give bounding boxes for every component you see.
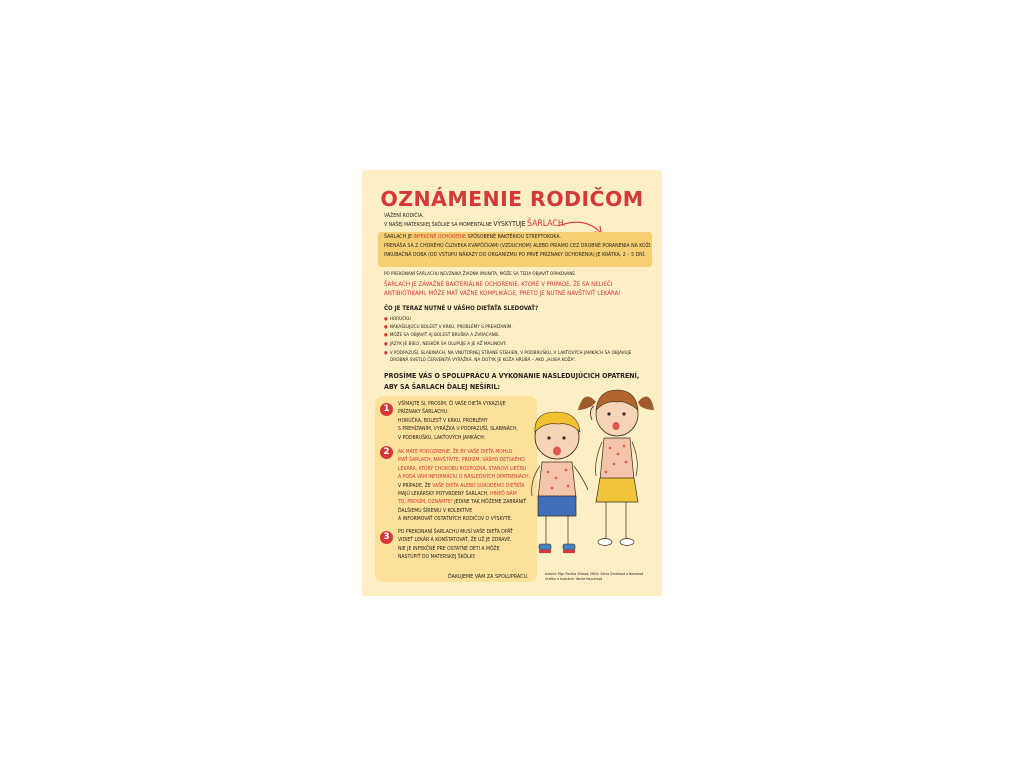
notice-poster xyxy=(362,170,662,596)
info-text: ŠARLACH JE xyxy=(384,234,412,240)
intro-disease: ŠARLACH. xyxy=(527,219,566,229)
credits-authors: Autorki: Mgr. Pavlína Vildová, MUDr. Šárka Šimaňová a Nesetová xyxy=(545,572,644,576)
step-2-text: AK MÁTE PODOZRENIE, ŽE BY VAŠE DIEŤA MOHLO MAŤ ŠARLACH, NAVŠTÍVTE, PROSÍM, VÁŠHO DETSKÉHO LEKÁRA, KTORÝ CHOROBU ROZPOZNÁ, STANOVÍ LIEČBU A PODÁ VÁM INFORMÁCIU O NÁSLEDNÝCH OPATRENIACH. V PRÍPADE, ŽE VAŠE DIEŤA ALEBO SÚRODENCI DIEŤAŤA MAJÚ LEKÁRSKY POTVRDENÝ ŠARLACH, IHNEĎ NÁM TO, PROSÍM, OZNÁMTE! JEDINE TAK MÔŽEME ZABRÁNIŤ ĎALŠIEMU ŠÍRENIU V KOLEKTÍVE A INFORMOVAŤ OSTATNÝCH RODIČOV O VÝSKYTE. xyxy=(398,449,530,523)
info-cause: SPÔSOBENÉ BAKTÉRIOU STREPTOKOKA. xyxy=(467,234,561,240)
warning-line-1: ŠARLACH JE ZÁVAŽNÉ BAKTERIÁLNE OCHORENIE, KTORÉ V PRÍPADE, ŽE SA NELIEČI xyxy=(384,281,613,288)
girl-figure xyxy=(578,390,654,546)
symptom-item: ● HORÚČKU xyxy=(384,317,411,322)
boy-figure xyxy=(532,412,588,553)
symptom-item: ● V PODPAZUŠÍ, SLABINÁCH, NA VNÚTORNEJ STRANE STEHIEN, V PODBRUŠKU, V LAKŤOVÝCH JAMKÁCH SA OBJAVUJE xyxy=(384,351,632,356)
intro-occurs: VYSKYTUJE xyxy=(493,220,526,228)
step-number-2: 2 xyxy=(380,446,393,459)
symptom-item-continued: DROBNÁ SVETLO ČERVENITÁ VYRÁŽKA. NA DOTYK JE KOŽA HRUBÁ – AKO „HUSIA KOŽA“. xyxy=(390,358,577,363)
step-number-1: 1 xyxy=(380,403,393,416)
thanks-text: ĎAKUJEME VÁM ZA SPOLUPRÁCU. xyxy=(448,574,529,580)
greeting: VÁŽENÍ RODIČIA, xyxy=(384,213,424,219)
symptom-item: ● NAKAŠĽUJÚCU BOLESŤ V KRKU, PROBLÉMY S PREHĹTANÍM. xyxy=(384,325,513,330)
intro-line xyxy=(384,221,566,229)
symptoms-question: ČO JE TERAZ NUTNÉ U VÁŠHO DIEŤAŤA SLEDOVAŤ? xyxy=(384,305,539,312)
symptom-item: ● JAZYK JE BIELY, NESKÔR SA OLUPUJE A JE AŽ MALINOVÝ. xyxy=(384,342,507,347)
warning-text xyxy=(384,281,621,299)
info-line-2: PRENÁŠA SA Z CHORÉHO ČLOVEKA KVAPÔČKAMI (VZDUCHOM) ALEBO PRIAMO CEZ DROBNÉ PORANENIA NA KOŽI. xyxy=(384,243,652,249)
immunity-note: PO PREKONANÍ ŠARLACHU NEVZNIKÁ ŽIADNA IMUNITA, MÔŽE SA TEDA OBJAVIŤ OPAKOVANE. xyxy=(384,272,577,277)
warning-line-2: ANTIBIOTIKAMI, MÔŽE MAŤ VÁŽNE KOMPLIKÁCIE, PRETO JE NUTNÉ NAVŠTÍVIŤ LEKÁRA! xyxy=(384,289,621,297)
poster-title: OZNÁMENIE RODIČOM xyxy=(380,187,644,211)
intro-text: V NAŠEJ MATERSKEJ ŠKÔLKE SA MOMENTÁLNE xyxy=(384,222,492,228)
step-1-text: VŠÍMAJTE SI, PROSÍM, ČI VAŠE DIEŤA VYKAZUJE PRÍZNAKY ŠARLACHU: HORÚČKA, BOLESŤ V KRKU, PROBLÉMY S PREHĹTANÍM, VYRÁŽKA V PODPAZUŠÍ, SLABINÁCH, V PODBRUŠKU, LAKŤOVÝCH JAMKÁCH. xyxy=(398,401,518,441)
children-illustration xyxy=(526,380,656,575)
step-3-text: PO PREKONANÍ ŠARLACHU MUSÍ VAŠE DIEŤA OPÄŤ VIDIEŤ LEKÁR A KONŠTATOVAŤ, ŽE UŽ JE ZDRAVÉ, NIE JE INFEKČNÉ PRE OSTATNÉ DETI A MÔŽE NASTÚPIŤ DO MATERSKEJ ŠKÔLKY. xyxy=(398,529,513,561)
info-infectious: INFEKČNÉ OCHORENIE xyxy=(413,234,466,240)
step-number-3: 3 xyxy=(380,531,393,544)
info-line-3: INKUBAČNÁ DOBA (OD VSTUPU NÁKAZY DO ORGANIZMU PO PRVÉ PRÍZNAKY OCHORENIA) JE KRÁTKA, 2 – 5 DNÍ. xyxy=(384,252,646,258)
request-line-1: PROSÍME VÁS O SPOLUPRÁCU A VYKONANIE NASLEDUJÚCICH OPATRENÍ, xyxy=(384,372,640,380)
symptom-item: ● MÔŽE SA OBJAVIŤ AJ BOLESŤ BRUŠKA A ZVRACANIE. xyxy=(384,333,500,338)
credits-graphics: Grafika a ilustrácie: Vanda Hoyzerová xyxy=(545,577,603,581)
info-line-1 xyxy=(384,234,561,241)
request-line-2: ABY SA ŠARLACH ĎALEJ NEŠÍRIL: xyxy=(384,382,500,391)
